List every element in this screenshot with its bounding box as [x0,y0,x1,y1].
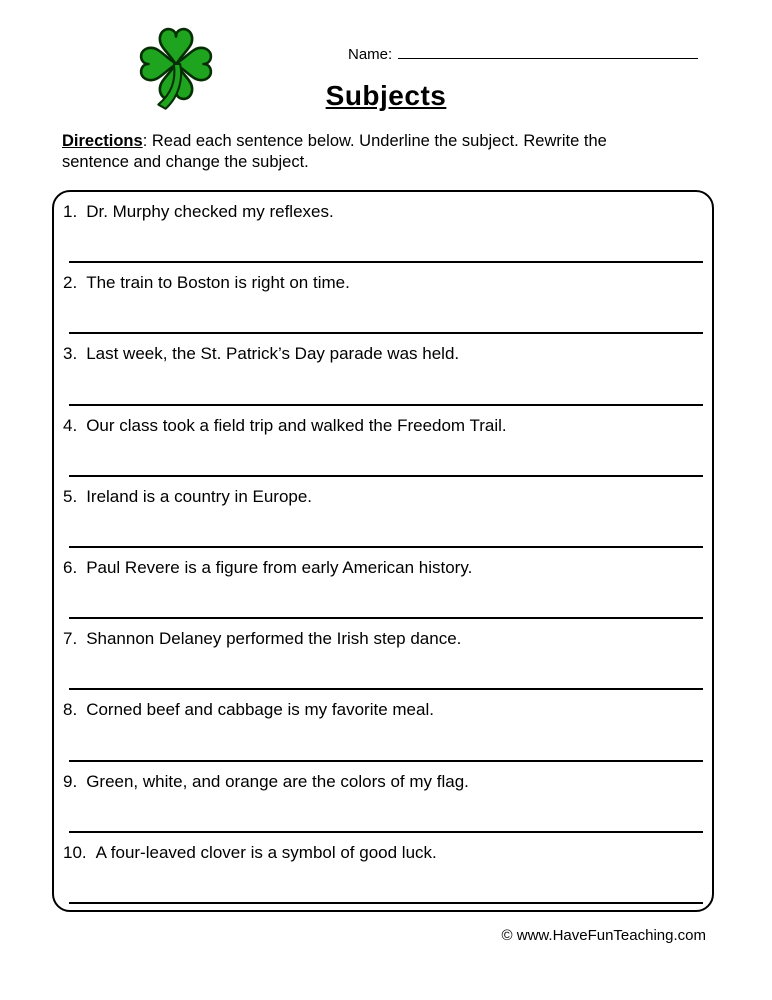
item-number: 6. [63,557,78,577]
item-number: 8. [63,700,78,720]
item-sentence: The train to Boston is right on time. [86,273,350,293]
item-sentence: Dr. Murphy checked my reflexes. [86,202,334,221]
sentence-text [63,416,704,436]
sentence-item-6 [54,548,712,619]
item-number: 2. [63,273,78,293]
name-label: Name: [348,46,393,63]
sentence-item-7 [54,619,712,690]
sentence-text [63,558,704,578]
directions-text [62,131,676,173]
sentence-text [63,843,704,863]
item-sentence: Green, white, and orange are the colors of my flag. [86,771,469,791]
sentence-item-8 [54,690,712,761]
sentence-text [63,344,704,364]
sentence-item-3 [54,334,712,405]
item-sentence: Paul Revere is a figure from early American history. [86,557,473,577]
name-write-line [398,44,698,59]
item-sentence: Shannon Delaney performed the Irish step dance. [86,629,462,649]
sentence-text [63,202,704,222]
sentence-item-4 [54,406,712,477]
sentence-text [63,487,704,507]
item-sentence: Corned beef and cabbage is my favorite meal. [86,700,434,720]
sentence-text [63,629,704,649]
sentence-item-5 [54,477,712,548]
item-number: 9. [63,771,78,791]
item-sentence: A four-leaved clover is a symbol of good luck. [95,842,437,862]
item-number: 3. [63,344,78,364]
item-number: 1. [63,202,78,221]
directions-body: : Read each sentence below. Underline the subject. Rewrite the sentence and change the subject. [62,132,607,172]
sentence-item-2 [54,263,712,334]
name-row [348,44,698,63]
sentence-item-10 [54,833,712,904]
item-number: 10. [63,842,87,862]
directions-label: Directions [62,132,143,150]
sentence-text [63,273,704,293]
answer-line [69,902,703,904]
item-sentence: Ireland is a country in Europe. [86,486,313,506]
item-sentence: Our class took a field trip and walked the Freedom Trail. [86,415,507,435]
item-number: 5. [63,486,78,506]
sentence-text [63,700,704,720]
sentence-item-9 [54,762,712,833]
copyright-credit: © www.HaveFunTeaching.com [501,927,706,944]
item-number: 4. [63,415,78,435]
page-title: Subjects [325,80,447,111]
item-sentence: Last week, the St. Patrick’s Day parade was held. [86,344,460,364]
sentence-item-1 [54,192,712,263]
sentence-list-box [52,190,714,912]
item-number: 7. [63,629,78,649]
sentence-text [63,772,704,792]
